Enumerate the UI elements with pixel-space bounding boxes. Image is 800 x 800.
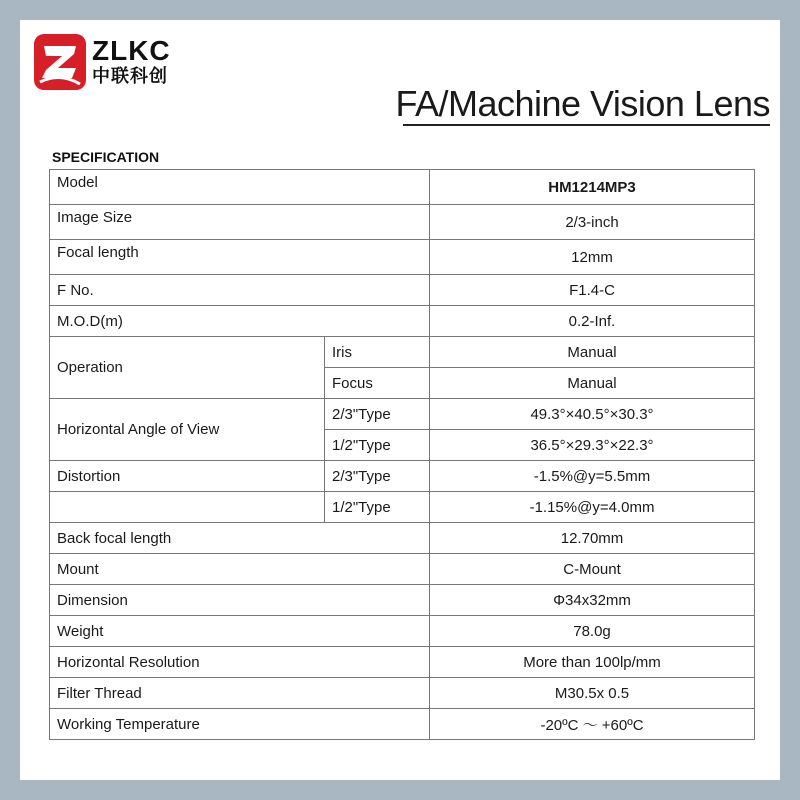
row-value: -20ºC ～ +60ºC bbox=[430, 709, 755, 740]
row-label: Image Size bbox=[50, 205, 430, 240]
row-label: Weight bbox=[50, 616, 430, 647]
table-row-dimension bbox=[50, 585, 755, 616]
row-label: Working Temperature bbox=[50, 709, 430, 740]
row-label-empty bbox=[50, 492, 325, 523]
row-label: Back focal length bbox=[50, 523, 430, 554]
table-row-mount bbox=[50, 554, 755, 585]
row-label: Model bbox=[50, 170, 430, 205]
brand-name-cn: 中联科创 bbox=[92, 66, 168, 87]
table-row-mod bbox=[50, 306, 755, 337]
row-value: M30.5x 0.5 bbox=[430, 678, 755, 709]
row-label: Operation bbox=[50, 337, 325, 399]
row-value: F1.4-C bbox=[430, 275, 755, 306]
brand-logo bbox=[34, 34, 184, 100]
table-row-image-size bbox=[50, 205, 755, 240]
row-label: Dimension bbox=[50, 585, 430, 616]
table-row-f-no bbox=[50, 275, 755, 306]
row-value: -1.5%@y=5.5mm bbox=[430, 461, 755, 492]
table-row-distortion-type1 bbox=[50, 461, 755, 492]
row-value: HM1214MP3 bbox=[430, 170, 755, 205]
table-row-focal-length bbox=[50, 240, 755, 275]
row-value: Manual bbox=[430, 337, 755, 368]
row-label: Filter Thread bbox=[50, 678, 430, 709]
row-value: 36.5°×29.3°×22.3° bbox=[430, 430, 755, 461]
table-row-weight bbox=[50, 616, 755, 647]
sub-label: Iris bbox=[325, 337, 430, 368]
zlkc-logo-icon bbox=[34, 34, 86, 90]
row-label: F No. bbox=[50, 275, 430, 306]
title-underline bbox=[403, 124, 770, 126]
row-value: More than 100lp/mm bbox=[430, 647, 755, 678]
row-label: Horizontal Resolution bbox=[50, 647, 430, 678]
specification-table bbox=[49, 169, 755, 740]
table-row-back-focal-length bbox=[50, 523, 755, 554]
specification-heading: SPECIFICATION bbox=[52, 149, 160, 165]
page-title: FA/Machine Vision Lens bbox=[395, 83, 770, 124]
row-value: Manual bbox=[430, 368, 755, 399]
row-label: Focal length bbox=[50, 240, 430, 275]
sub-label: Focus bbox=[325, 368, 430, 399]
table-row-operation-iris bbox=[50, 337, 755, 368]
sub-label: 1/2"Type bbox=[325, 492, 430, 523]
table-row-angle-type1 bbox=[50, 399, 755, 430]
row-value: 0.2-Inf. bbox=[430, 306, 755, 337]
row-value: C-Mount bbox=[430, 554, 755, 585]
row-value: 2/3-inch bbox=[430, 205, 755, 240]
row-value: 49.3°×40.5°×30.3° bbox=[430, 399, 755, 430]
row-value: 12mm bbox=[430, 240, 755, 275]
row-value: Φ34x32mm bbox=[430, 585, 755, 616]
spec-sheet bbox=[20, 20, 780, 780]
table-row-working-temperature bbox=[50, 709, 755, 740]
row-label: M.O.D(m) bbox=[50, 306, 430, 337]
row-label: Mount bbox=[50, 554, 430, 585]
sub-label: 2/3"Type bbox=[325, 399, 430, 430]
table-row-filter-thread bbox=[50, 678, 755, 709]
brand-name: ZLKC bbox=[92, 35, 171, 66]
row-label: Horizontal Angle of View bbox=[50, 399, 325, 461]
row-value: -1.15%@y=4.0mm bbox=[430, 492, 755, 523]
sub-label: 1/2"Type bbox=[325, 430, 430, 461]
table-row-distortion-type2 bbox=[50, 492, 755, 523]
sub-label: 2/3"Type bbox=[325, 461, 430, 492]
row-label: Distortion bbox=[50, 461, 325, 492]
table-row-model bbox=[50, 170, 755, 205]
row-value: 78.0g bbox=[430, 616, 755, 647]
table-row-horizontal-resolution bbox=[50, 647, 755, 678]
row-value: 12.70mm bbox=[430, 523, 755, 554]
